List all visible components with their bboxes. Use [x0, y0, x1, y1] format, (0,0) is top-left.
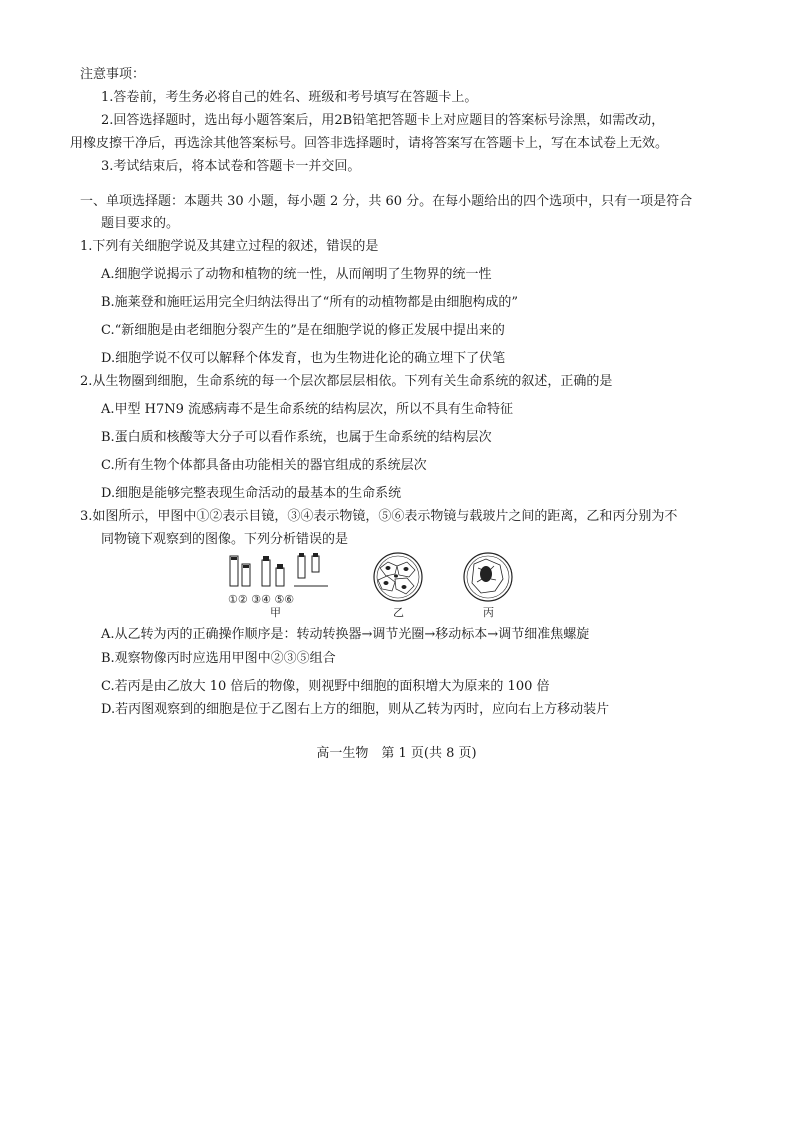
notice-item-1: 1.答卷前，考生务必将自己的姓名、班级和考号填写在答题卡上。: [101, 90, 478, 105]
microscope-figure: [228, 550, 528, 620]
eyepiece-lens-1: [230, 556, 238, 586]
objective-lens-3: [262, 556, 270, 586]
notice-item-2-cont: 用橡皮擦干净后，再选涂其他答案标号。回答非选择题时，请将答案写在答题卡上，写在本试卷上无效。: [70, 136, 669, 151]
eyepiece-lens-2: [242, 564, 250, 586]
question-1-option-d: D.细胞学说不仅可以解释个体发育，也为生物进化论的确立埋下了伏笔: [101, 351, 506, 366]
question-1-stem: 1.下列有关细胞学说及其建立过程的叙述，错误的是: [80, 239, 379, 254]
figure-yi-label: 乙: [393, 606, 404, 619]
section-heading: 一、单项选择题：本题共 30 小题，每小题 2 分，共 60 分。在每小题给出的四个选项中，只有一项是符合: [80, 194, 693, 209]
microscope-figure-svg: [228, 550, 528, 620]
objective-distance-5: [298, 553, 305, 578]
question-1-option-a: A.细胞学说揭示了动物和植物的统一性，从而阐明了生物界的统一性: [101, 267, 492, 282]
question-3-option-a: A.从乙转为丙的正确操作顺序是：转动转换器→调节光圈→移动标本→调节细准焦螺旋: [101, 627, 590, 642]
notice-title: 注意事项：: [80, 67, 146, 82]
section-heading-cont: 题目要求的。: [101, 216, 180, 231]
figure-bing-label: 丙: [483, 606, 494, 619]
question-2-stem: 2.从生物圈到细胞，生命系统的每一个层次都层层相依。下列有关生命系统的叙述，正确的是: [80, 374, 613, 389]
notice-item-2: 2.回答选择题时，选出每小题答案后，用2B铅笔把答题卡上对应题目的答案标号涂黑，如需改动，: [101, 113, 665, 128]
page-footer: 高一生物 第 1 页(共 8 页): [316, 746, 477, 761]
question-3-stem: 3.如图所示，甲图中①②表示目镜，③④表示物镜，⑤⑥表示物镜与载玻片之间的距离，乙和丙分别为不: [80, 509, 678, 524]
question-2-option-c: C.所有生物个体都具备由功能相关的器官组成的系统层次: [101, 458, 427, 473]
figure-jia-labels: ①② ③④ ⑤⑥: [228, 593, 295, 606]
question-2-option-d: D.细胞是能够完整表现生命活动的最基本的生命系统: [101, 486, 402, 501]
question-3-option-c: C.若丙是由乙放大 10 倍后的物像，则视野中细胞的面积增大为原来的 100 倍: [101, 679, 550, 694]
question-2-option-b: B.蛋白质和核酸等大分子可以看作系统，也属于生命系统的结构层次: [101, 430, 492, 445]
objective-lens-4: [276, 564, 284, 586]
question-3-stem-cont: 同物镜下观察到的图像。下列分析错误的是: [101, 532, 349, 547]
notice-item-3: 3.考试结束后，将本试卷和答题卡一并交回。: [101, 159, 361, 174]
objective-distance-6: [312, 553, 319, 572]
figure-jia-label: 甲: [270, 606, 281, 619]
question-2-option-a: A.甲型 H7N9 流感病毒不是生命系统的结构层次，所以不具有生命特征: [101, 402, 514, 417]
question-3-option-d: D.若丙图观察到的细胞是位于乙图右上方的细胞，则从乙转为丙时，应向右上方移动装片: [101, 702, 610, 717]
question-1-option-b: B.施莱登和施旺运用完全归纳法得出了“所有的动植物都是由细胞构成的”: [101, 295, 518, 310]
field-of-view-yi: [374, 553, 422, 601]
field-of-view-bing: [464, 553, 512, 601]
question-3-option-b: B.观察物像丙时应选用甲图中②③⑤组合: [101, 651, 336, 666]
question-1-option-c: C.“新细胞是由老细胞分裂产生的”是在细胞学说的修正发展中提出来的: [101, 323, 505, 338]
